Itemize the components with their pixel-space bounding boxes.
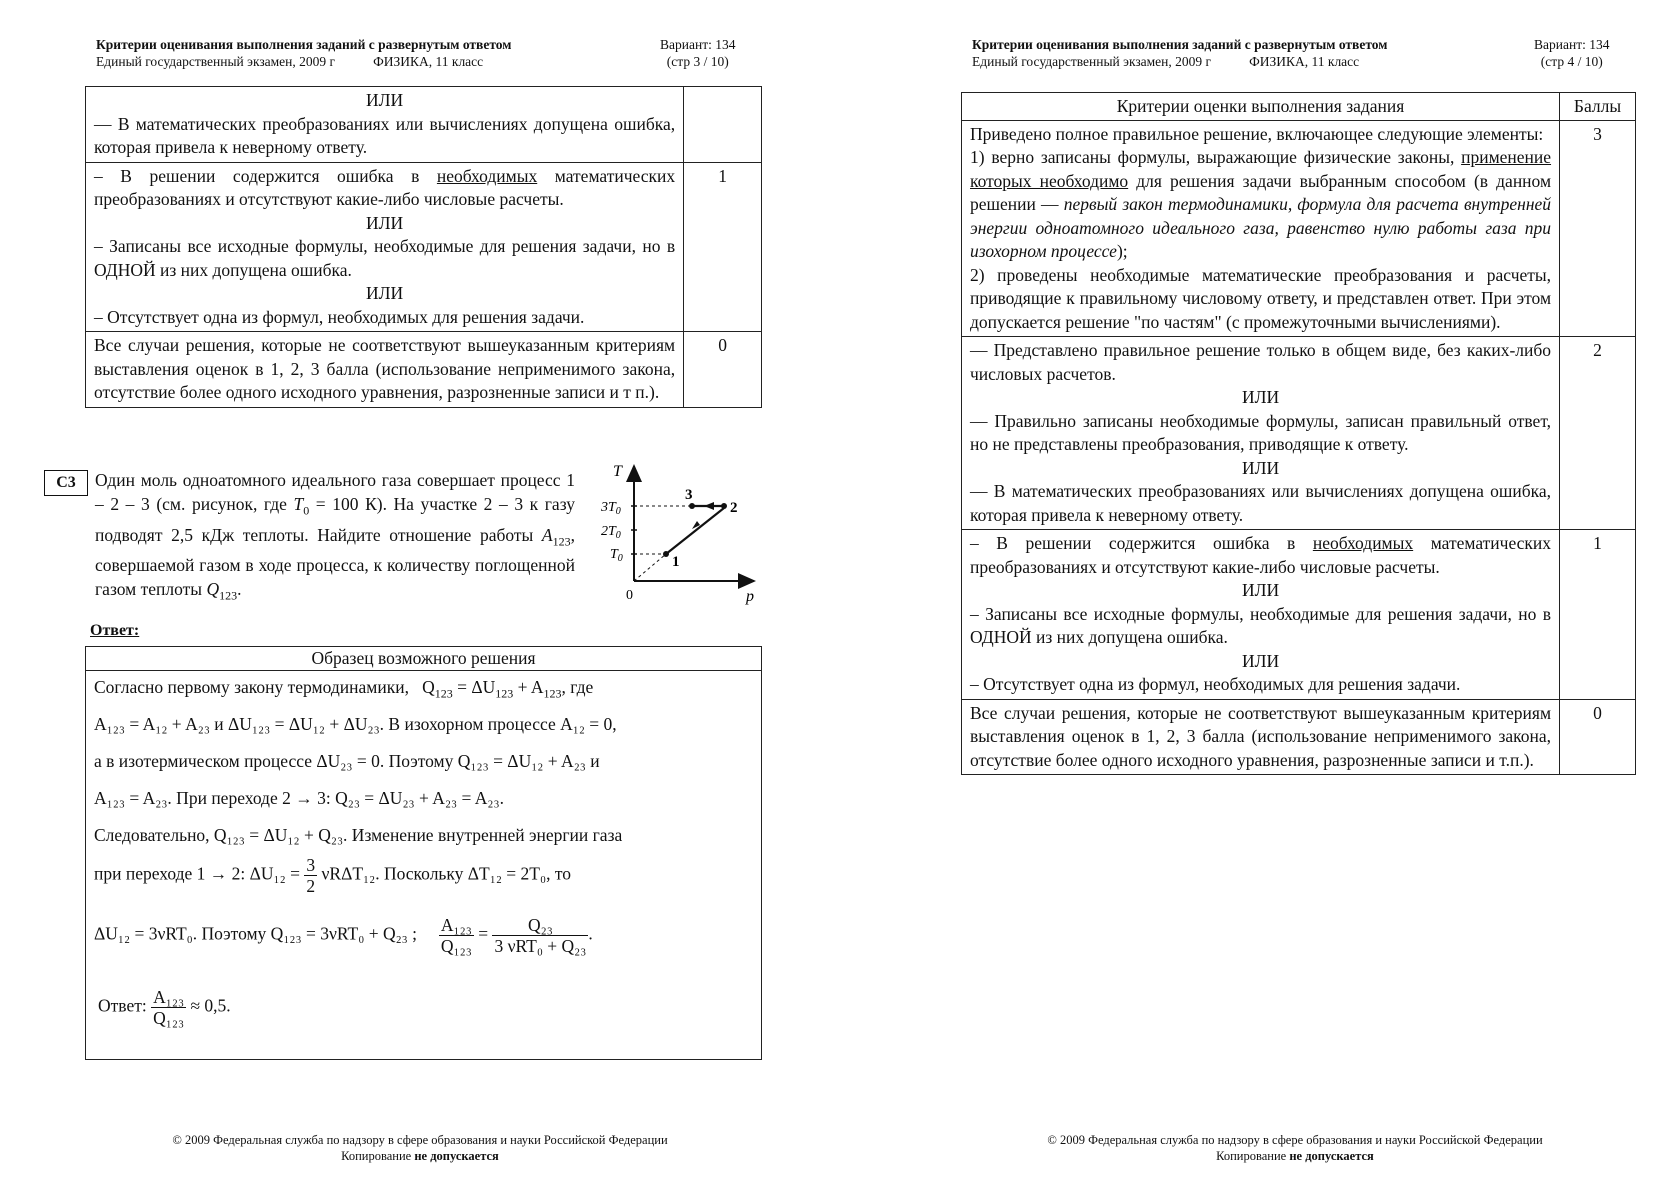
criterion-part: математических преобразованиях и отсутствуют какие-либо числовые расчеты.	[970, 533, 1552, 577]
guide-origin	[634, 554, 666, 581]
solution-text: ΔU₁₂ = 3νRT₀. Поэтому Q₁₂₃ = 3νRT₀ + Q₂₃ ;	[94, 923, 418, 944]
solution-line	[94, 855, 571, 896]
criterion-part: );	[1116, 241, 1128, 261]
point-3	[689, 503, 695, 509]
right-variant-number: Вариант: 134	[1534, 37, 1610, 52]
left-header-exam: Единый государственный экзамен, 2009 г	[96, 54, 336, 69]
task-symbol: A	[541, 524, 553, 545]
footer-bold: не допускается	[1289, 1149, 1374, 1163]
fraction-num: A₁₂₃	[440, 915, 472, 935]
table-row	[86, 87, 762, 163]
footer-copyright: © 2009 Федеральная служба по надзору в сфере образования и науки Российской Федерации	[1047, 1133, 1543, 1147]
solution-sub: 123	[543, 686, 562, 701]
pt-diagram	[596, 456, 766, 616]
criterion-part: математических преобразованиях и отсутствуют какие-либо числовые расчеты.	[94, 165, 676, 209]
or-label: ИЛИ	[365, 283, 404, 303]
criterion-text: — В математических преобразованиях или вычислениях допущена ошибка, которая привела к неверному ответу.	[970, 481, 1552, 525]
criterion-part: для решения задачи выбранным способом (в данном решении —	[970, 170, 1552, 214]
criterion-part: – В решении содержится ошибка в	[970, 533, 1313, 553]
point-1-label: 1	[672, 554, 680, 570]
right-header-title: Критерии оценивания выполнения заданий с развернутым ответом	[972, 37, 1388, 52]
criterion-text: – Записаны все исходные формулы, необходимые для решения задачи, но в ОДНОЙ из них допущена ошибка.	[94, 236, 676, 280]
left-header-title: Критерии оценивания выполнения заданий с развернутым ответом	[96, 37, 512, 52]
criterion-text: — В математических преобразованиях или вычислениях допущена ошибка, которая привела к неверному ответу.	[94, 113, 676, 157]
solution-text: νRΔT₁₂. Поскольку ΔT₁₂ = 2T₀, то	[317, 863, 572, 884]
solution-text: + A	[513, 677, 544, 697]
left-variant-number: Вариант: 134	[660, 37, 736, 52]
or-label: ИЛИ	[1241, 580, 1280, 600]
right-page-number: (стр 4 / 10)	[1540, 54, 1603, 69]
or-label: ИЛИ	[1241, 387, 1280, 407]
task-symbol: T	[293, 494, 304, 514]
task-text: , совершаемой газом в ходе процесса, к количеству поглощенной газом теплоты	[95, 524, 575, 599]
fraction-den: Q₁₂₃	[153, 1008, 185, 1028]
task-text: Один моль одноатомного идеального газа совершает процесс 1 – 2 – 3 (см. рисунок, где	[95, 470, 575, 514]
process-1-2	[666, 508, 724, 554]
table-row	[962, 530, 1636, 700]
solution-text: .	[588, 923, 593, 944]
table-row	[962, 120, 1636, 337]
or-label: ИЛИ	[1241, 457, 1280, 478]
task-subscript: 0	[303, 503, 310, 518]
criterion-text: – Записаны все исходные формулы, необходимые для решения задачи, но в ОДНОЙ из них допущена ошибка.	[970, 603, 1552, 647]
right-header	[972, 36, 1387, 70]
right-variant	[1534, 36, 1609, 70]
task-statement	[95, 468, 575, 608]
task-subscript: 123	[219, 588, 238, 603]
solution-header: Образец возможного решения	[86, 647, 761, 671]
solution-sub: 123	[495, 686, 514, 701]
criterion-text	[94, 165, 675, 212]
fraction-num: Q₂₃	[492, 915, 588, 936]
or-label: ИЛИ	[1241, 650, 1280, 671]
fraction	[151, 987, 186, 1028]
solution-box	[85, 646, 762, 1060]
criterion-text	[970, 146, 1551, 264]
fraction-den: Q₁₂₃	[440, 936, 472, 956]
arrow-2-3	[704, 502, 714, 510]
score-cell: 2	[1560, 337, 1636, 530]
criterion-part: – В решении содержится ошибка в	[94, 165, 437, 186]
solution-text: ≈ 0,5.	[186, 995, 231, 1016]
column-header-criteria: Критерии оценки выполнения задания	[962, 93, 1560, 121]
solution-line: A₁₂₃ = A₁₂ + A₂₃ и ΔU₁₂₃ = ΔU₁₂ + ΔU₂₃. В изохорном процессе A₁₂ = 0,	[94, 714, 617, 734]
solution-text: =	[473, 923, 493, 944]
criterion-text: – Отсутствует одна из формул, необходимых для решения задачи.	[970, 674, 1461, 694]
criterion-text: — Правильно записаны необходимые формулы, записан правильный ответ, но не представлены преобразования, приводящие к ответу.	[970, 410, 1552, 454]
score-cell: 0	[684, 332, 762, 408]
criterion-text: 2) проведены необходимые математические преобразования и расчеты, приводящие к правильному числовому ответу, и представлен ответ. При этом допускается решение "по частям" (с промежуточными вычислениями).	[970, 264, 1552, 332]
tick-label-sub: 0	[615, 506, 621, 517]
solution-line: Следовательно, Q₁₂₃ = ΔU₁₂ + Q₂₃. Изменение внутренней энергии газа	[94, 825, 623, 845]
right-header-subject: ФИЗИКА, 11 класс	[1249, 54, 1360, 69]
point-3-label: 3	[685, 487, 693, 503]
tick-label-sub: 0	[617, 553, 623, 564]
table-row	[962, 699, 1636, 775]
tick-label-text: 2T	[601, 524, 616, 539]
tick-label-3t0	[600, 500, 621, 517]
left-page-number: (стр 3 / 10)	[666, 54, 729, 69]
right-criteria-table	[961, 92, 1636, 775]
fraction	[304, 855, 317, 896]
solution-text: = ΔU	[452, 677, 496, 697]
criterion-text: – Отсутствует одна из формул, необходимых для решения задачи.	[94, 306, 585, 327]
or-label: ИЛИ	[365, 90, 404, 110]
fraction-num: A₁₂₃	[153, 987, 185, 1007]
criterion-text: Приведено полное правильное решение, включающее следующие элементы:	[970, 123, 1544, 144]
solution-line: A₁₂₃ = A₂₃. При переходе 2 → 3: Q₂₃ = ΔU₂₃ + A₂₃ = A₂₃.	[94, 788, 505, 808]
solution-text: Q	[422, 677, 435, 697]
answer-label: Ответ:	[90, 622, 140, 639]
table-row	[962, 337, 1636, 530]
fraction	[492, 915, 588, 956]
footer-text: Копирование	[341, 1149, 415, 1163]
fraction-num: 3	[306, 855, 316, 875]
tick-label-text: 3T	[601, 500, 616, 515]
task-symbol: Q	[206, 579, 220, 599]
footer-bold: не допускается	[414, 1149, 499, 1163]
solution-line	[94, 915, 593, 956]
criterion-text: — Представлено правильное решение только в общем виде, без каких-либо числовых расчетов.	[970, 340, 1552, 384]
left-variant	[660, 36, 735, 70]
task-label: C3	[44, 470, 88, 496]
fraction-den: 2	[306, 876, 316, 896]
solution-text: при переходе 1 → 2: ΔU₁₂ =	[94, 863, 300, 884]
solution-text: Ответ:	[98, 995, 147, 1016]
fraction-den: 3 νRT₀ + Q₂₃	[494, 936, 587, 956]
tick-label-2t0	[601, 524, 621, 541]
point-2	[721, 503, 727, 509]
criterion-text	[970, 532, 1551, 579]
left-footer	[140, 1132, 700, 1164]
table-row	[86, 332, 762, 408]
score-cell: 0	[1560, 699, 1636, 775]
footer-text: Копирование	[1216, 1149, 1290, 1163]
score-cell: 3	[1560, 120, 1636, 337]
score-cell: 1	[1560, 530, 1636, 700]
t-axis-label: T	[613, 463, 622, 480]
task-text: = 100 К). На участке 2 – 3 к газу подводят 2,5 кДж теплоты. Найдите отношение работы	[95, 494, 575, 545]
left-criteria-table	[85, 86, 762, 408]
criterion-text: Все случаи решения, которые не соответствуют вышеуказанным критериям выставления оценок в 1, 2, 3 балла (использование неприменимого закона, отсутствие более одного исходного уравнения, разрозненные записи и т п.).	[86, 332, 684, 408]
criterion-part: 1) верно записаны формулы, выражающие физические законы,	[970, 147, 1462, 167]
task-subscript: 123	[552, 534, 571, 548]
score-cell	[684, 87, 762, 163]
criterion-text: Все случаи решения, которые не соответствуют вышеуказанным критериям выставления оценок в 1, 2, 3 балла (использование неприменимого закона, отсутствие более одного исходного уравнения, разрозненные записи и т.п.).	[962, 699, 1560, 775]
solution-text: , где	[561, 677, 594, 697]
right-footer	[1015, 1132, 1575, 1164]
origin-label: 0	[626, 588, 633, 603]
solution-line	[94, 677, 593, 702]
p-axis-label: p	[746, 588, 754, 605]
criterion-underlined: применение которых необходимо	[970, 147, 1552, 191]
solution-line: а в изотермическом процессе ΔU₂₃ = 0. Поэтому Q₁₂₃ = ΔU₁₂ + A₂₃ и	[94, 751, 600, 771]
criterion-underlined: необходимых	[1312, 533, 1414, 553]
point-1	[663, 551, 669, 557]
table-header-row	[962, 93, 1636, 121]
criterion-italic: первый закон термодинамики, формула для расчета внутренней энергии одноатомного идеального газа, равенство нулю работы газа при изохорном процессе	[970, 194, 1552, 261]
table-row	[86, 162, 762, 332]
solution-answer	[98, 987, 231, 1028]
criterion-underlined: необходимых	[436, 165, 538, 186]
column-header-score: Баллы	[1560, 93, 1636, 121]
point-2-label: 2	[730, 500, 738, 516]
tick-label-sub: 0	[615, 530, 621, 541]
left-header	[96, 36, 511, 70]
left-header-subject: ФИЗИКА, 11 класс	[373, 54, 484, 69]
score-cell: 1	[684, 162, 762, 332]
fraction	[439, 915, 474, 956]
right-header-exam: Единый государственный экзамен, 2009 г	[972, 54, 1212, 69]
tick-label-text: T	[610, 547, 618, 562]
solution-sub: 123	[434, 686, 453, 701]
or-label: ИЛИ	[365, 212, 404, 233]
footer-copyright: © 2009 Федеральная служба по надзору в сфере образования и науки Российской Федерации	[172, 1133, 668, 1147]
task-text: .	[237, 579, 242, 599]
solution-text: Согласно первому закону термодинамики,	[94, 677, 409, 697]
tick-label-t0	[610, 547, 623, 564]
